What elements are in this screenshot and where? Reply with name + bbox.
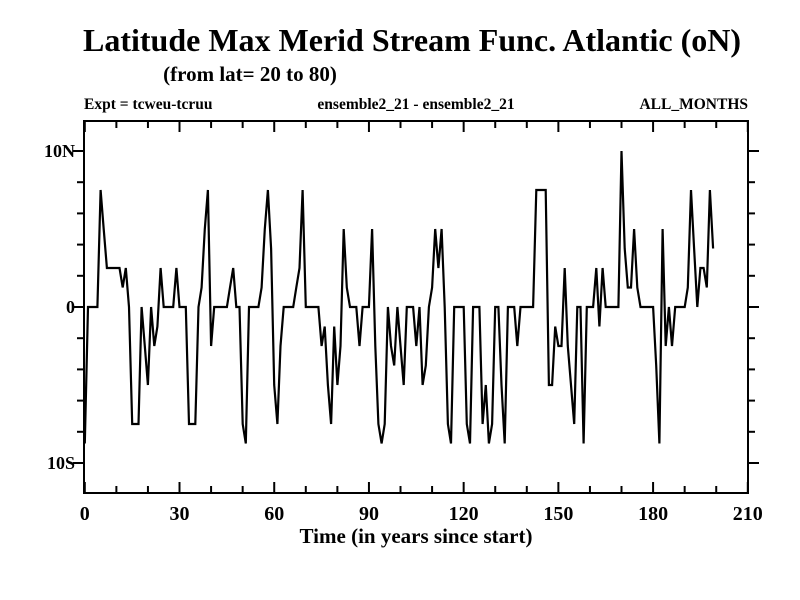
x-axis-title: Time (in years since start) <box>299 524 533 548</box>
x-tick-label: 90 <box>358 503 379 525</box>
y-tick-label: 0 <box>66 297 75 317</box>
y-tick-label: 10S <box>46 453 75 473</box>
x-tick-label: 60 <box>264 503 285 525</box>
x-tick-label: 150 <box>543 503 574 525</box>
ensemble-label: ensemble2_21 - ensemble2_21 <box>317 96 515 113</box>
x-tick-label: 0 <box>79 503 90 525</box>
page-subtitle: (from lat= 20 to 80) <box>163 62 337 86</box>
x-tick-label: 180 <box>638 503 669 525</box>
data-line <box>85 151 713 444</box>
x-tick-label: 120 <box>448 503 479 525</box>
y-tick-label: 10N <box>44 141 75 161</box>
experiment-label: Expt = tcweu-tcruu <box>84 96 213 113</box>
x-tick-label: 210 <box>732 503 763 525</box>
months-label: ALL_MONTHS <box>639 96 748 113</box>
x-tick-label: 30 <box>169 503 190 525</box>
page-title: Latitude Max Merid Stream Func. Atlantic (oN) <box>83 22 741 58</box>
